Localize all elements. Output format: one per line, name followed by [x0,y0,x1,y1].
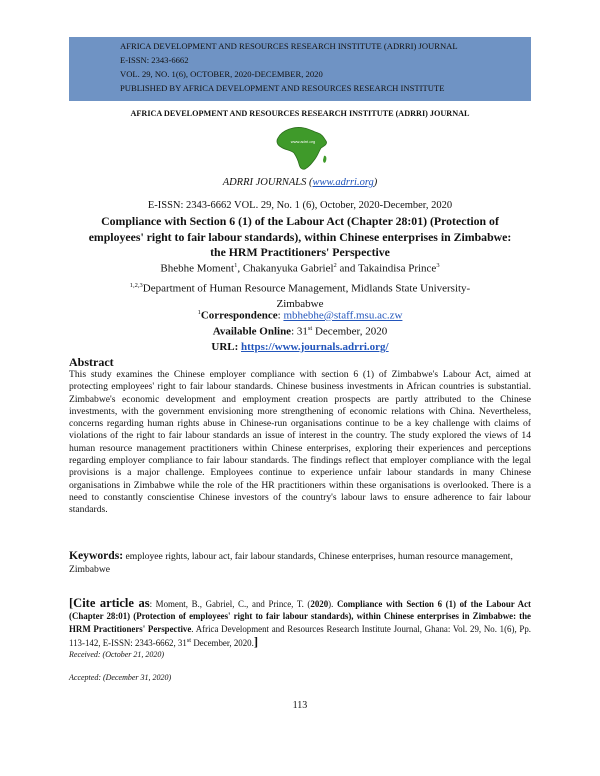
citation-block: [Cite article as: Moment, B., Gabriel, C., and Prince, T. (2020). Compliance with Section 6 (1) of the Labour Act (Chapter 28:01) (Protection of employees' right to fair labour standards), within Chinese enterprises in Zimbabwe: the HRM Practitioners' Perspective. Africa Development and Resources Research Institute Journal, Ghana: Vol. 29, No. 1(6), Pp. 113-142, E-ISSN: 2343-6662, 31st December, 2020.] [69,596,531,650]
correspondence-line: $^1$Correspondence: mbhebhe@staff.msu.ac.zw [197,309,403,322]
author-name: Chakanyuka Gabriel [242,262,334,275]
received-date: Received: (October 21, 2020) [69,650,165,659]
author-affiliation: $^{1,2,3}$Department of Human Resource Management, Midlands State University- Zimbabwe [129,282,471,310]
abstract-heading: Abstract [69,355,114,369]
correspondence-email-link[interactable]: mbhebhe@staff.msu.ac.zw [283,309,403,322]
africa-map-logo-icon [272,124,332,172]
article-title: Compliance with Section 6 (1) of the Labour Act (Chapter 28:01) (Protection of employees' right to fair labour standards), within Chinese enterprises in Zimbabwe: the HRM Practitioners' Perspective [88,214,512,259]
banner-publisher: PUBLISHED BY AFRICA DEVELOPMENT AND RESOURCES RESEARCH INSTITUTE [120,83,445,93]
page-number: 113 [292,700,308,711]
keywords-paragraph [69,549,531,576]
journal-url-link[interactable]: https://www.journals.adrri.org/ [241,341,389,353]
banner-issn: E-ISSN: 2343-6662 [120,55,189,65]
author-list: Bhebhe Moment$^1$, Chakanyuka Gabriel$^2$ and Takaindisa Prince$^3$ [160,262,440,275]
available-online-line: Available Online: 31st December, 2020 [212,325,388,338]
banner-journal-name: AFRICA DEVELOPMENT AND RESOURCES RESEARCH INSTITUTE (ADRRI) JOURNAL [120,41,458,51]
abstract-text: This study examines the Chinese employer compliance with section 6 (1) of Zimbabwe's Labour Act, aimed at protecting employees' right to fair labour standards. Chinese business investments in African countries is substantial. Zimbabwe's economic development and employment creation prospects are partly attributed to the Chinese investments, with the government envisioning more strengthening of economic relations with China. Nevertheless, concerns regarding human rights abuse in Chinese-run organisations continue to be a key challenge with claims of violations of the right to fair labour standards an issue of interest in the country. The study explored the views of 14 human resource management practitioners within Chinese enterprises, exploring their experiences and perceptions regarding employer compliance to fair labour standards. The findings reflect that employer compliance with the legal provisions is a major challenge. Employees continue to experience unfair labour standards in many Chinese organisations in Zimbabwe while the role of the HR practitioners within these organisations is overlooked. There is a need to constantly conscientise Chinese investors of the country's labour laws to ensure adherence to fair labour standards. [69,369,531,516]
url-line: URL: https://www.journals.adrri.org/ [211,341,389,353]
banner-volume: VOL. 29, NO. 1(6), OCTOBER, 2020-DECEMBER, 2020 [120,69,323,79]
journal-heading: AFRICA DEVELOPMENT AND RESOURCES RESEARCH INSTITUTE (ADRRI) JOURNAL [130,109,470,118]
keywords-text: employee rights, labour act, fair labour standards, Chinese enterprises, human resource management, Zimbabwe [69,551,513,575]
accepted-date: Accepted: (December 31, 2020) [69,673,172,682]
logo-text: www.adrri.org [290,139,316,144]
author-name: Bhebhe Moment [160,262,235,275]
keywords-label: Keywords: [69,549,124,562]
cited-title: Compliance with Section 6 (1) of the Labour Act (Chapter 28:01) (Protection of employees' right to fair labour standards), within Chinese enterprises in Zimbabwe: the HRM Practitioners' Perspective [69,599,531,634]
issn-volume-line: E-ISSN: 2343-6662 VOL. 29, No. 1 (6), October, 2020-December, 2020 [147,200,453,211]
adrri-journals-line: ADRRI JOURNALS (www.adrri.org) [222,177,378,188]
adrri-website-link[interactable]: www.adrri.org [312,177,374,188]
author-name: Takaindisa Prince [357,262,437,275]
